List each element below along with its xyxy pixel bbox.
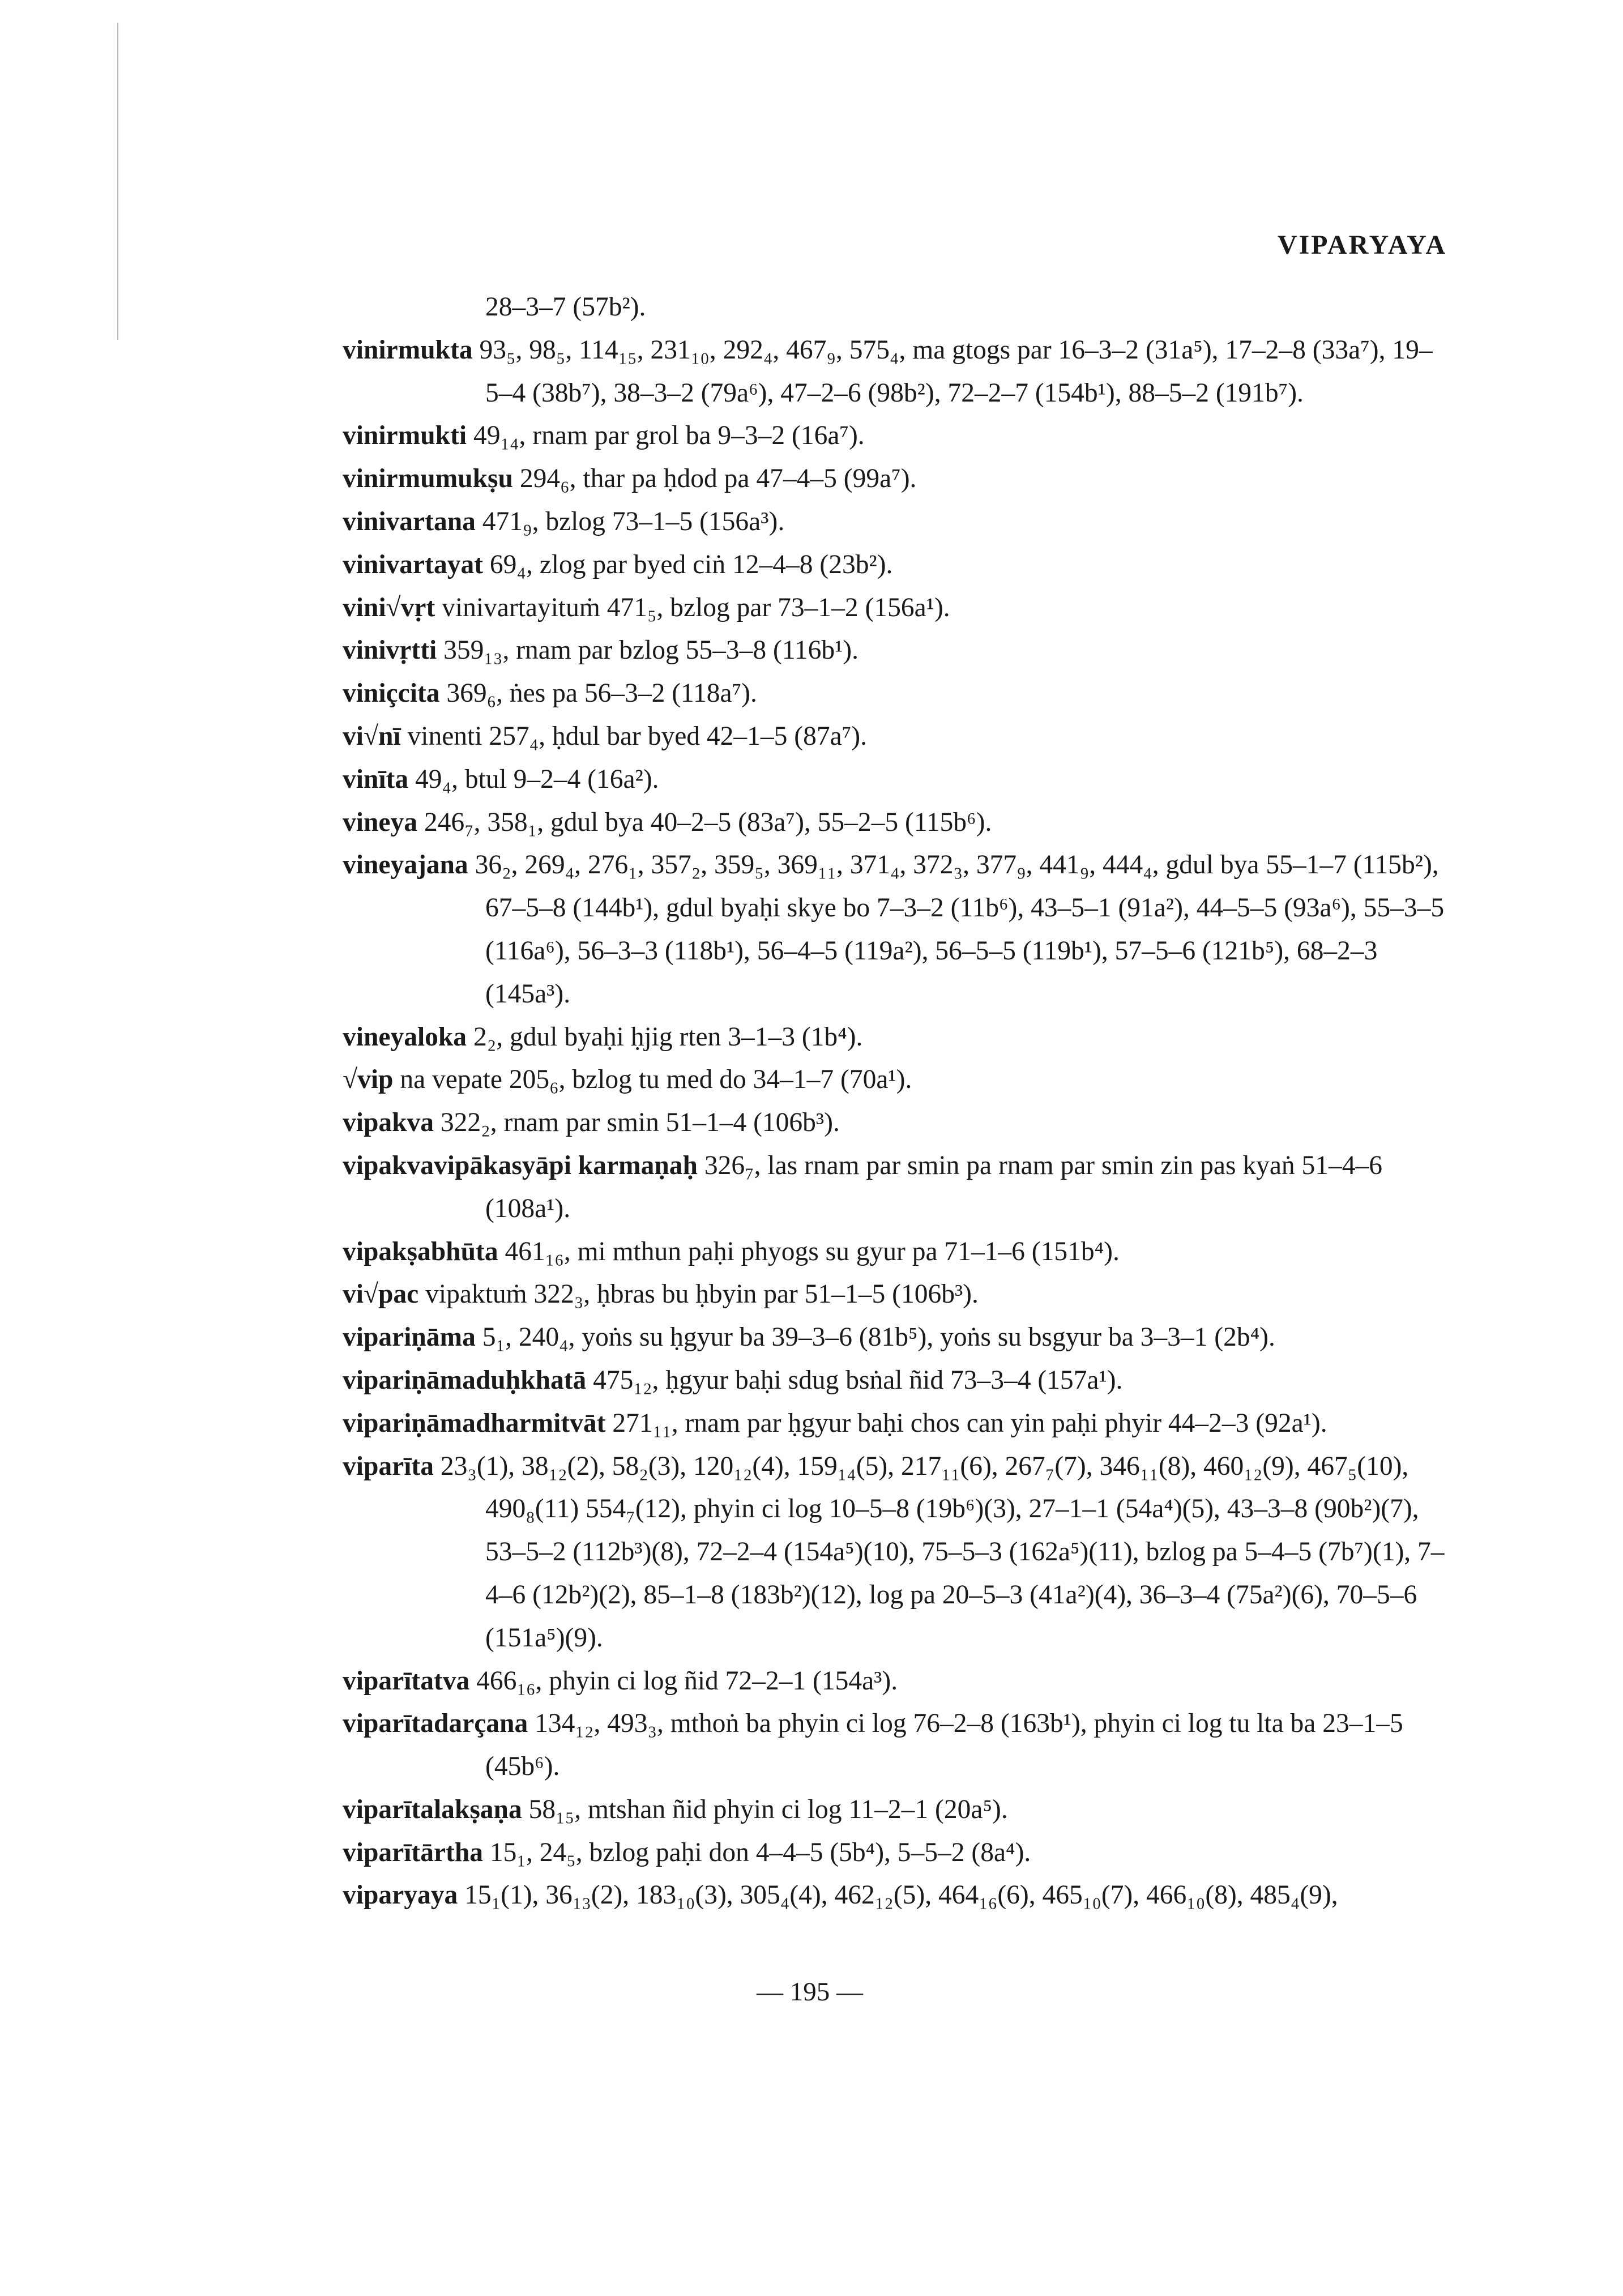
entry-headword: vi√pac (343, 1279, 419, 1309)
entry (343, 501, 1450, 544)
entry (343, 672, 1450, 715)
entry-headword: √vip (343, 1065, 394, 1095)
entry-body: vinivartayituṁ 471₅, bzlog par 73–1–2 (156a¹). (442, 592, 950, 622)
entry (343, 1316, 1450, 1359)
entry-body: 294₆, thar pa ḥdod pa 47–4–5 (99a⁷). (519, 464, 917, 494)
entry-body: 49₁₄, rnam par grol ba 9–3–2 (16a⁷). (473, 421, 865, 451)
entry-headword: viniçcita (343, 678, 440, 709)
entry-body: 93₅, 98₅, 114₁₅, 231₁₀, 292₄, 467₉, 575₄, ma gtogs par 16–3–2 (31a⁵), 17–2–8 (33a⁷), 19–5–4 (38b⁷), 38–3–2 (79a⁶), 47–2–6 (98b²), 72–2–7 (154b¹), 88–5–2 (191b⁷). (479, 335, 1433, 408)
entry-continuation (343, 286, 1450, 329)
entry-body: 246₇, 358₁, gdul bya 40–2–5 (83a⁷), 55–2–5 (115b⁶). (424, 807, 992, 837)
entry (343, 1273, 1450, 1316)
running-header: VIPARYAYA (1277, 230, 1447, 260)
entry-body: vinenti 257₄, ḥdul bar byed 42–1–5 (87a⁷). (407, 721, 867, 751)
entry-headword: viparītārtha (343, 1837, 484, 1867)
entry-body: 369₆, ṅes pa 56–3–2 (118a⁷). (446, 678, 757, 709)
entry (343, 1789, 1450, 1832)
entry-body: 15₁(1), 36₁₃(2), 183₁₀(3), 305₄(4), 462₁₂(5), 464₁₆(6), 465₁₀(7), 466₁₀(8), 485₄(9), (464, 1880, 1338, 1910)
entry-headword: vi√nī (343, 721, 401, 751)
entry-body: 359₁₃, rnam par bzlog 55–3–8 (116b¹). (443, 635, 859, 665)
entry (343, 329, 1450, 415)
entry (343, 629, 1450, 672)
entry (343, 1059, 1450, 1102)
entry-body: 58₁₅, mtshan ñid phyin ci log 11–2–1 (20a⁵). (528, 1794, 1008, 1824)
entry-body: 466₁₆, phyin ci log ñid 72–2–1 (154a³). (476, 1666, 898, 1696)
entry-headword: vineyaloka (343, 1022, 467, 1052)
entry-headword: vinivartayat (343, 549, 484, 579)
entry-headword: vineyajana (343, 850, 468, 880)
entry (343, 1874, 1450, 1917)
entry-headword: viparītadarçana (343, 1709, 528, 1739)
entry-headword: vini√vṛt (343, 592, 435, 622)
entry-headword: vipakṣabhūta (343, 1236, 498, 1266)
entry (343, 415, 1450, 458)
entry-body: 271₁₁, rnam par ḥgyur baḥi chos can yin paḥi phyir 44–2–3 (92a¹). (612, 1408, 1327, 1438)
entry (343, 1359, 1450, 1402)
entry-body: 326₇, las rnam par smin pa rnam par smin zin pas kyaṅ 51–4–6 (108a¹). (485, 1150, 1383, 1223)
entry-body: 322₂, rnam par smin 51–1–4 (106b³). (440, 1108, 840, 1138)
entry-body: 28–3–7 (57b²). (485, 292, 646, 322)
entry-body: vipaktuṁ 322₃, ḥbras bu ḥbyin par 51–1–5 (106b³). (425, 1279, 979, 1309)
entry-headword: vipakva (343, 1108, 434, 1138)
entry (343, 1016, 1450, 1059)
entry (343, 587, 1450, 630)
entry-body: 15₁, 24₅, bzlog paḥi don 4–4–5 (5b⁴), 5–5–2 (8a⁴). (489, 1837, 1031, 1867)
entry-body: 475₁₂, ḥgyur baḥi sdug bsṅal ñid 73–3–4 (157a¹). (593, 1365, 1123, 1395)
entry (343, 1231, 1450, 1274)
entry-headword: vinirmumukṣu (343, 464, 513, 494)
entry-headword: vipariṇāmadharmitvāt (343, 1408, 606, 1438)
page-number: — 195 — (757, 1977, 863, 2007)
entry (343, 1145, 1450, 1231)
entry (343, 1660, 1450, 1703)
entry (343, 801, 1450, 844)
entry (343, 1445, 1450, 1660)
entry-headword: viparīta (343, 1451, 434, 1481)
entry-headword: vipariṇāma (343, 1322, 476, 1352)
entry-headword: viparītalakṣaṇa (343, 1794, 522, 1824)
entry-body: 461₁₆, mi mthun paḥi phyogs su gyur pa 71–1–6 (151b⁴). (505, 1236, 1120, 1266)
entry (343, 758, 1450, 801)
entry (343, 844, 1450, 1015)
entry (343, 544, 1450, 587)
entry-body: 471₉, bzlog 73–1–5 (156a³). (482, 506, 785, 536)
entry-body: na vepate 205₆, bzlog tu med do 34–1–7 (70a¹). (400, 1065, 912, 1095)
entry-list (343, 286, 1450, 1917)
entry-headword: vinirmukta (343, 335, 473, 365)
entry-headword: vipakvavipākasyāpi karmaṇaḥ (343, 1150, 698, 1180)
entry-body: 134₁₂, 493₃, mthoṅ ba phyin ci log 76–2–8 (163b¹), phyin ci log tu lta ba 23–1–5 (45b⁶). (485, 1709, 1403, 1782)
entry-headword: vinivṛtti (343, 635, 437, 665)
entry (343, 1102, 1450, 1145)
binding-edge-line (117, 23, 118, 340)
entry (343, 1832, 1450, 1875)
entry-body: 36₂, 269₄, 276₁, 357₂, 359₅, 369₁₁, 371₄, 372₃, 377₉, 441₉, 444₄, gdul bya 55–1–7 (115b²), 67–5–8 (144b¹), gdul byaḥi skye bo 7–3–2 (11b⁶), 43–5–1 (91a²), 44–5–5 (93a⁶), 55–3–5 (116a⁶), 56–3–3 (118b¹), 56–4–5 (119a²), 56–5–5 (119b¹), 57–5–6 (121b⁵), 68–2–3 (145a³). (475, 850, 1445, 1009)
entry-headword: viparyaya (343, 1880, 458, 1910)
entry-headword: vinivartana (343, 506, 476, 536)
entry (343, 1402, 1450, 1445)
entry-headword: vipariṇāmaduḥkhatā (343, 1365, 587, 1395)
entry-body: 69₄, zlog par byed ciṅ 12–4–8 (23b²). (489, 549, 893, 579)
entry-body: 2₂, gdul byaḥi ḥjig rten 3–1–3 (1b⁴). (473, 1022, 863, 1052)
entry-body: 23₃(1), 38₁₂(2), 58₂(3), 120₁₂(4), 159₁₄(5), 217₁₁(6), 267₇(7), 346₁₁(8), 460₁₂(9), 467₅(10), 490₈(11) 554₇(12), phyin ci log 10–5–8 (19b⁶)(3), 27–1–1 (54a⁴)(5), 43–3–8 (90b²)(7), 53–5–2 (112b³)(8), 72–2–4 (154a⁵)(10), 75–5–3 (162a⁵)(11), bzlog pa 5–4–5 (7b⁷)(1), 7–4–6 (12b²)(2), 85–1–8 (183b²)(12), log pa 20–5–3 (41a²)(4), 36–3–4 (75a²)(6), 70–5–6 (151a⁵)(9). (440, 1451, 1445, 1653)
entry (343, 458, 1450, 501)
entry-headword: vinirmukti (343, 421, 467, 451)
entry-headword: vineya (343, 807, 417, 837)
entry-body: 5₁, 240₄, yoṅs su ḥgyur ba 39–3–6 (81b⁵), yoṅs su bsgyur ba 3–3–1 (2b⁴). (482, 1322, 1275, 1352)
entry-body: 49₄, btul 9–2–4 (16a²). (415, 764, 659, 794)
entry-headword: vinīta (343, 764, 409, 794)
entry (343, 1702, 1450, 1789)
entry (343, 715, 1450, 758)
entry-headword: viparītatva (343, 1666, 470, 1696)
